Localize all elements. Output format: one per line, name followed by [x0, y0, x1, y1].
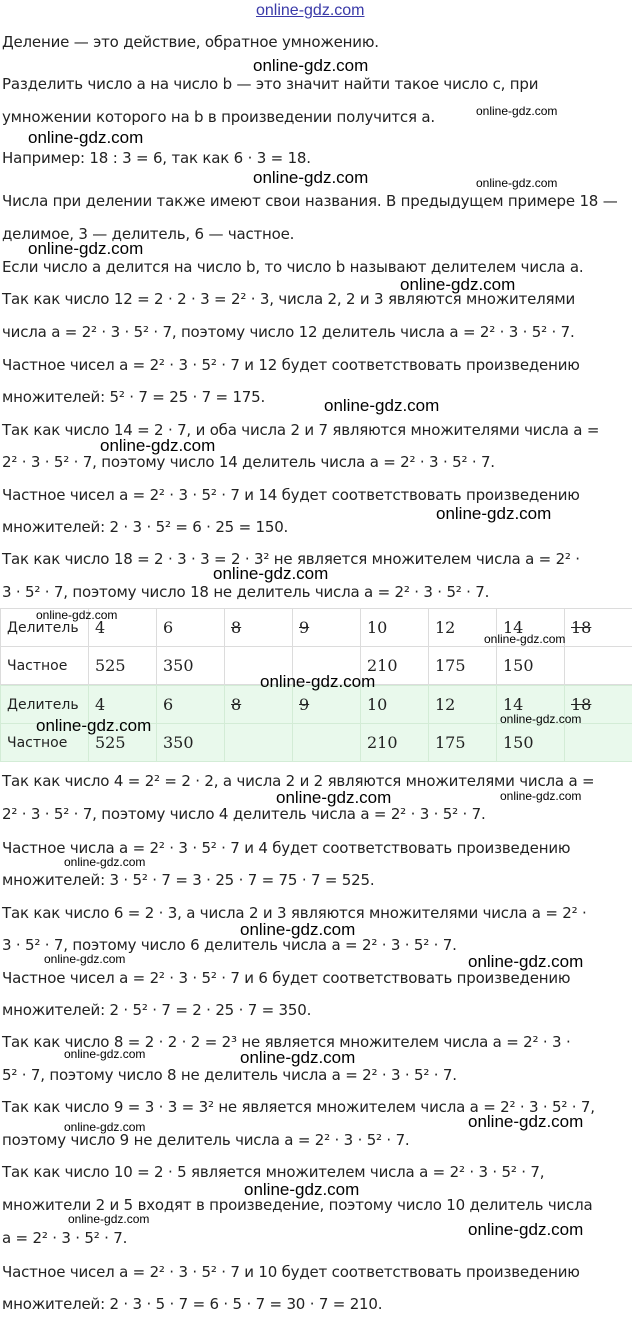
text-line: множителей: 5² · 7 = 25 · 7 = 175.: [2, 388, 266, 406]
watermark: online-gdz.com: [476, 104, 558, 118]
table-cell: 18: [565, 686, 632, 724]
table-cell: [565, 724, 632, 762]
text-line: Если число a делится на число b, то число b называют делителем числа a.: [2, 258, 584, 276]
watermark: online-gdz.com: [484, 632, 566, 646]
text-line: 3 · 5² · 7, поэтому число 18 не делитель числа a = 2² · 3 · 5² · 7.: [2, 583, 490, 601]
watermark: online-gdz.com: [436, 504, 552, 523]
text-line: множителей: 2 · 3 · 5 · 7 = 6 · 5 · 7 = 30 · 7 = 210.: [2, 1295, 383, 1313]
text-line: Частное чисел a = 2² · 3 · 5² · 7 и 14 будет соответствовать произведению: [2, 486, 580, 504]
text-line: Частное чисел a = 2² · 3 · 5² · 7 и 6 будет соответствовать произведению: [2, 969, 571, 987]
text-line: Деление — это действие, обратное умножению.: [2, 33, 379, 51]
watermark: online-gdz.com: [244, 1180, 360, 1199]
text-line: Частное чисел a = 2² · 3 · 5² · 7 и 10 будет соответствовать произведению: [2, 1263, 580, 1281]
text-line: умножении которого на b в произведении получится a.: [2, 108, 435, 126]
table-cell: 9: [293, 686, 361, 724]
table-cell: 12: [429, 609, 497, 647]
watermark: online-gdz.com: [64, 855, 146, 869]
table-cell: [293, 724, 361, 762]
table-cell: 525: [89, 724, 157, 762]
row-header-cell: Делитель: [1, 686, 89, 724]
table-cell: [565, 647, 632, 685]
text-line: множители 2 и 5 входят в произведение, поэтому число 10 делитель числа: [2, 1196, 593, 1214]
text-line: Так как число 12 = 2 · 2 · 3 = 2² · 3, числа 2, 2 и 3 являются множителями: [2, 290, 576, 308]
watermark: online-gdz.com: [36, 716, 152, 735]
table-cell: 210: [361, 724, 429, 762]
table-cell: 350: [157, 724, 225, 762]
table-cell: 175: [429, 724, 497, 762]
row-header-cell: Делитель: [1, 609, 89, 647]
text-line: поэтому число 9 не делитель числа a = 2² · 3 · 5² · 7.: [2, 1131, 410, 1149]
table-cell: 14: [497, 609, 565, 647]
watermark: online-gdz.com: [500, 789, 582, 803]
table-cell: 10: [361, 609, 429, 647]
table-cell: 4: [89, 609, 157, 647]
text-line: множителей: 3 · 5² · 7 = 3 · 25 · 7 = 75 · 7 = 525.: [2, 871, 375, 889]
watermark: online-gdz.com: [100, 436, 216, 455]
text-line: Так как число 10 = 2 · 5 является множителем числа a = 2² · 3 · 5² · 7,: [2, 1163, 545, 1181]
table-cell: 175: [429, 647, 497, 685]
text-line: Так как число 14 = 2 · 7, и оба числа 2 и 7 являются множителями числа a =: [2, 421, 600, 439]
table-cell: 6: [157, 609, 225, 647]
watermark: online-gdz.com: [500, 712, 582, 726]
text-line: Так как число 6 = 2 · 3, а числа 2 и 3 являются множителями числа a = 2² ·: [2, 904, 587, 922]
watermark: online-gdz.com: [240, 920, 356, 939]
text-line: Частное чисел a = 2² · 3 · 5² · 7 и 12 будет соответствовать произведению: [2, 356, 580, 374]
watermark: online-gdz.com: [476, 176, 558, 190]
watermark-top: online-gdz.com: [256, 2, 365, 19]
table-cell: 10: [361, 686, 429, 724]
text-line: Так как число 8 = 2 · 2 · 2 = 2³ не является множителем числа a = 2² · 3 ·: [2, 1033, 571, 1051]
watermark: online-gdz.com: [64, 1047, 146, 1061]
text-line: 2² · 3 · 5² · 7, поэтому число 4 делитель числа a = 2² · 3 · 5² · 7.: [2, 805, 486, 823]
table-cell: 6: [157, 686, 225, 724]
text-line: 3 · 5² · 7, поэтому число 6 делитель числа a = 2² · 3 · 5² · 7.: [2, 936, 457, 954]
text-line: делимое, 3 — делитель, 6 — частное.: [2, 225, 295, 243]
table-cell: 150: [497, 724, 565, 762]
watermark: online-gdz.com: [253, 56, 369, 75]
table-cell: 14: [497, 686, 565, 724]
table-cell: 12: [429, 686, 497, 724]
table-cell: 150: [497, 647, 565, 685]
watermark: online-gdz.com: [36, 608, 118, 622]
watermark: online-gdz.com: [468, 952, 584, 971]
watermark: online-gdz.com: [260, 672, 376, 691]
watermark: online-gdz.com: [213, 564, 329, 583]
text-line: 2² · 3 · 5² · 7, поэтому число 14 делитель числа a = 2² · 3 · 5² · 7.: [2, 453, 495, 471]
text-line: Так как число 18 = 2 · 3 · 3 = 2 · 3² не является множителем числа a = 2² ·: [2, 550, 580, 568]
text-line: множителей: 2 · 5² · 7 = 2 · 25 · 7 = 350.: [2, 1001, 312, 1019]
text-line: Числа при делении также имеют свои названия. В предыдущем примере 18 —: [2, 192, 618, 210]
row-header-cell: Частное: [1, 647, 89, 685]
text-line: Частное числа a = 2² · 3 · 5² · 7 и 4 будет соответствовать произведению: [2, 839, 571, 857]
text-line: числа a = 2² · 3 · 5² · 7, поэтому число 12 делитель числа a = 2² · 3 · 5² · 7.: [2, 323, 575, 341]
watermark: online-gdz.com: [240, 1048, 356, 1067]
watermark: online-gdz.com: [400, 275, 516, 294]
table-cell: 18: [565, 609, 632, 647]
table-cell: [225, 724, 293, 762]
table-cell: 350: [157, 647, 225, 685]
row-header-cell: Частное: [1, 724, 89, 762]
text-line: множителей: 2 · 3 · 5² = 6 · 25 = 150.: [2, 518, 289, 536]
table-cell: 210: [361, 647, 429, 685]
watermark: online-gdz.com: [468, 1220, 584, 1239]
text-line: 5² · 7, поэтому число 8 не делитель числа a = 2² · 3 · 5² · 7.: [2, 1066, 457, 1084]
text-line: Например: 18 : 3 = 6, так как 6 · 3 = 18.: [2, 149, 311, 167]
text-line: a = 2² · 3 · 5² · 7.: [2, 1229, 128, 1247]
text-line: Так как число 9 = 3 · 3 = 3² не является множителем числа a = 2² · 3 · 5² · 7,: [2, 1098, 595, 1116]
text-line: Разделить число a на число b — это значит найти такое число c, при: [2, 75, 539, 93]
watermark: online-gdz.com: [28, 128, 144, 147]
watermark: online-gdz.com: [324, 396, 440, 415]
watermark: online-gdz.com: [64, 1120, 146, 1134]
table-cell: 8: [225, 686, 293, 724]
table-cell: 4: [89, 686, 157, 724]
text-line: Так как число 4 = 2² = 2 · 2, а числа 2 и 2 являются множителями числа a =: [2, 772, 595, 790]
watermark: online-gdz.com: [28, 239, 144, 258]
watermark: online-gdz.com: [468, 1112, 584, 1131]
table-cell: 8: [225, 609, 293, 647]
table-cell: 9: [293, 609, 361, 647]
watermark: online-gdz.com: [44, 952, 126, 966]
watermark: online-gdz.com: [253, 168, 369, 187]
table-cell: 525: [89, 647, 157, 685]
watermark: online-gdz.com: [68, 1212, 150, 1226]
watermark: online-gdz.com: [276, 788, 392, 807]
